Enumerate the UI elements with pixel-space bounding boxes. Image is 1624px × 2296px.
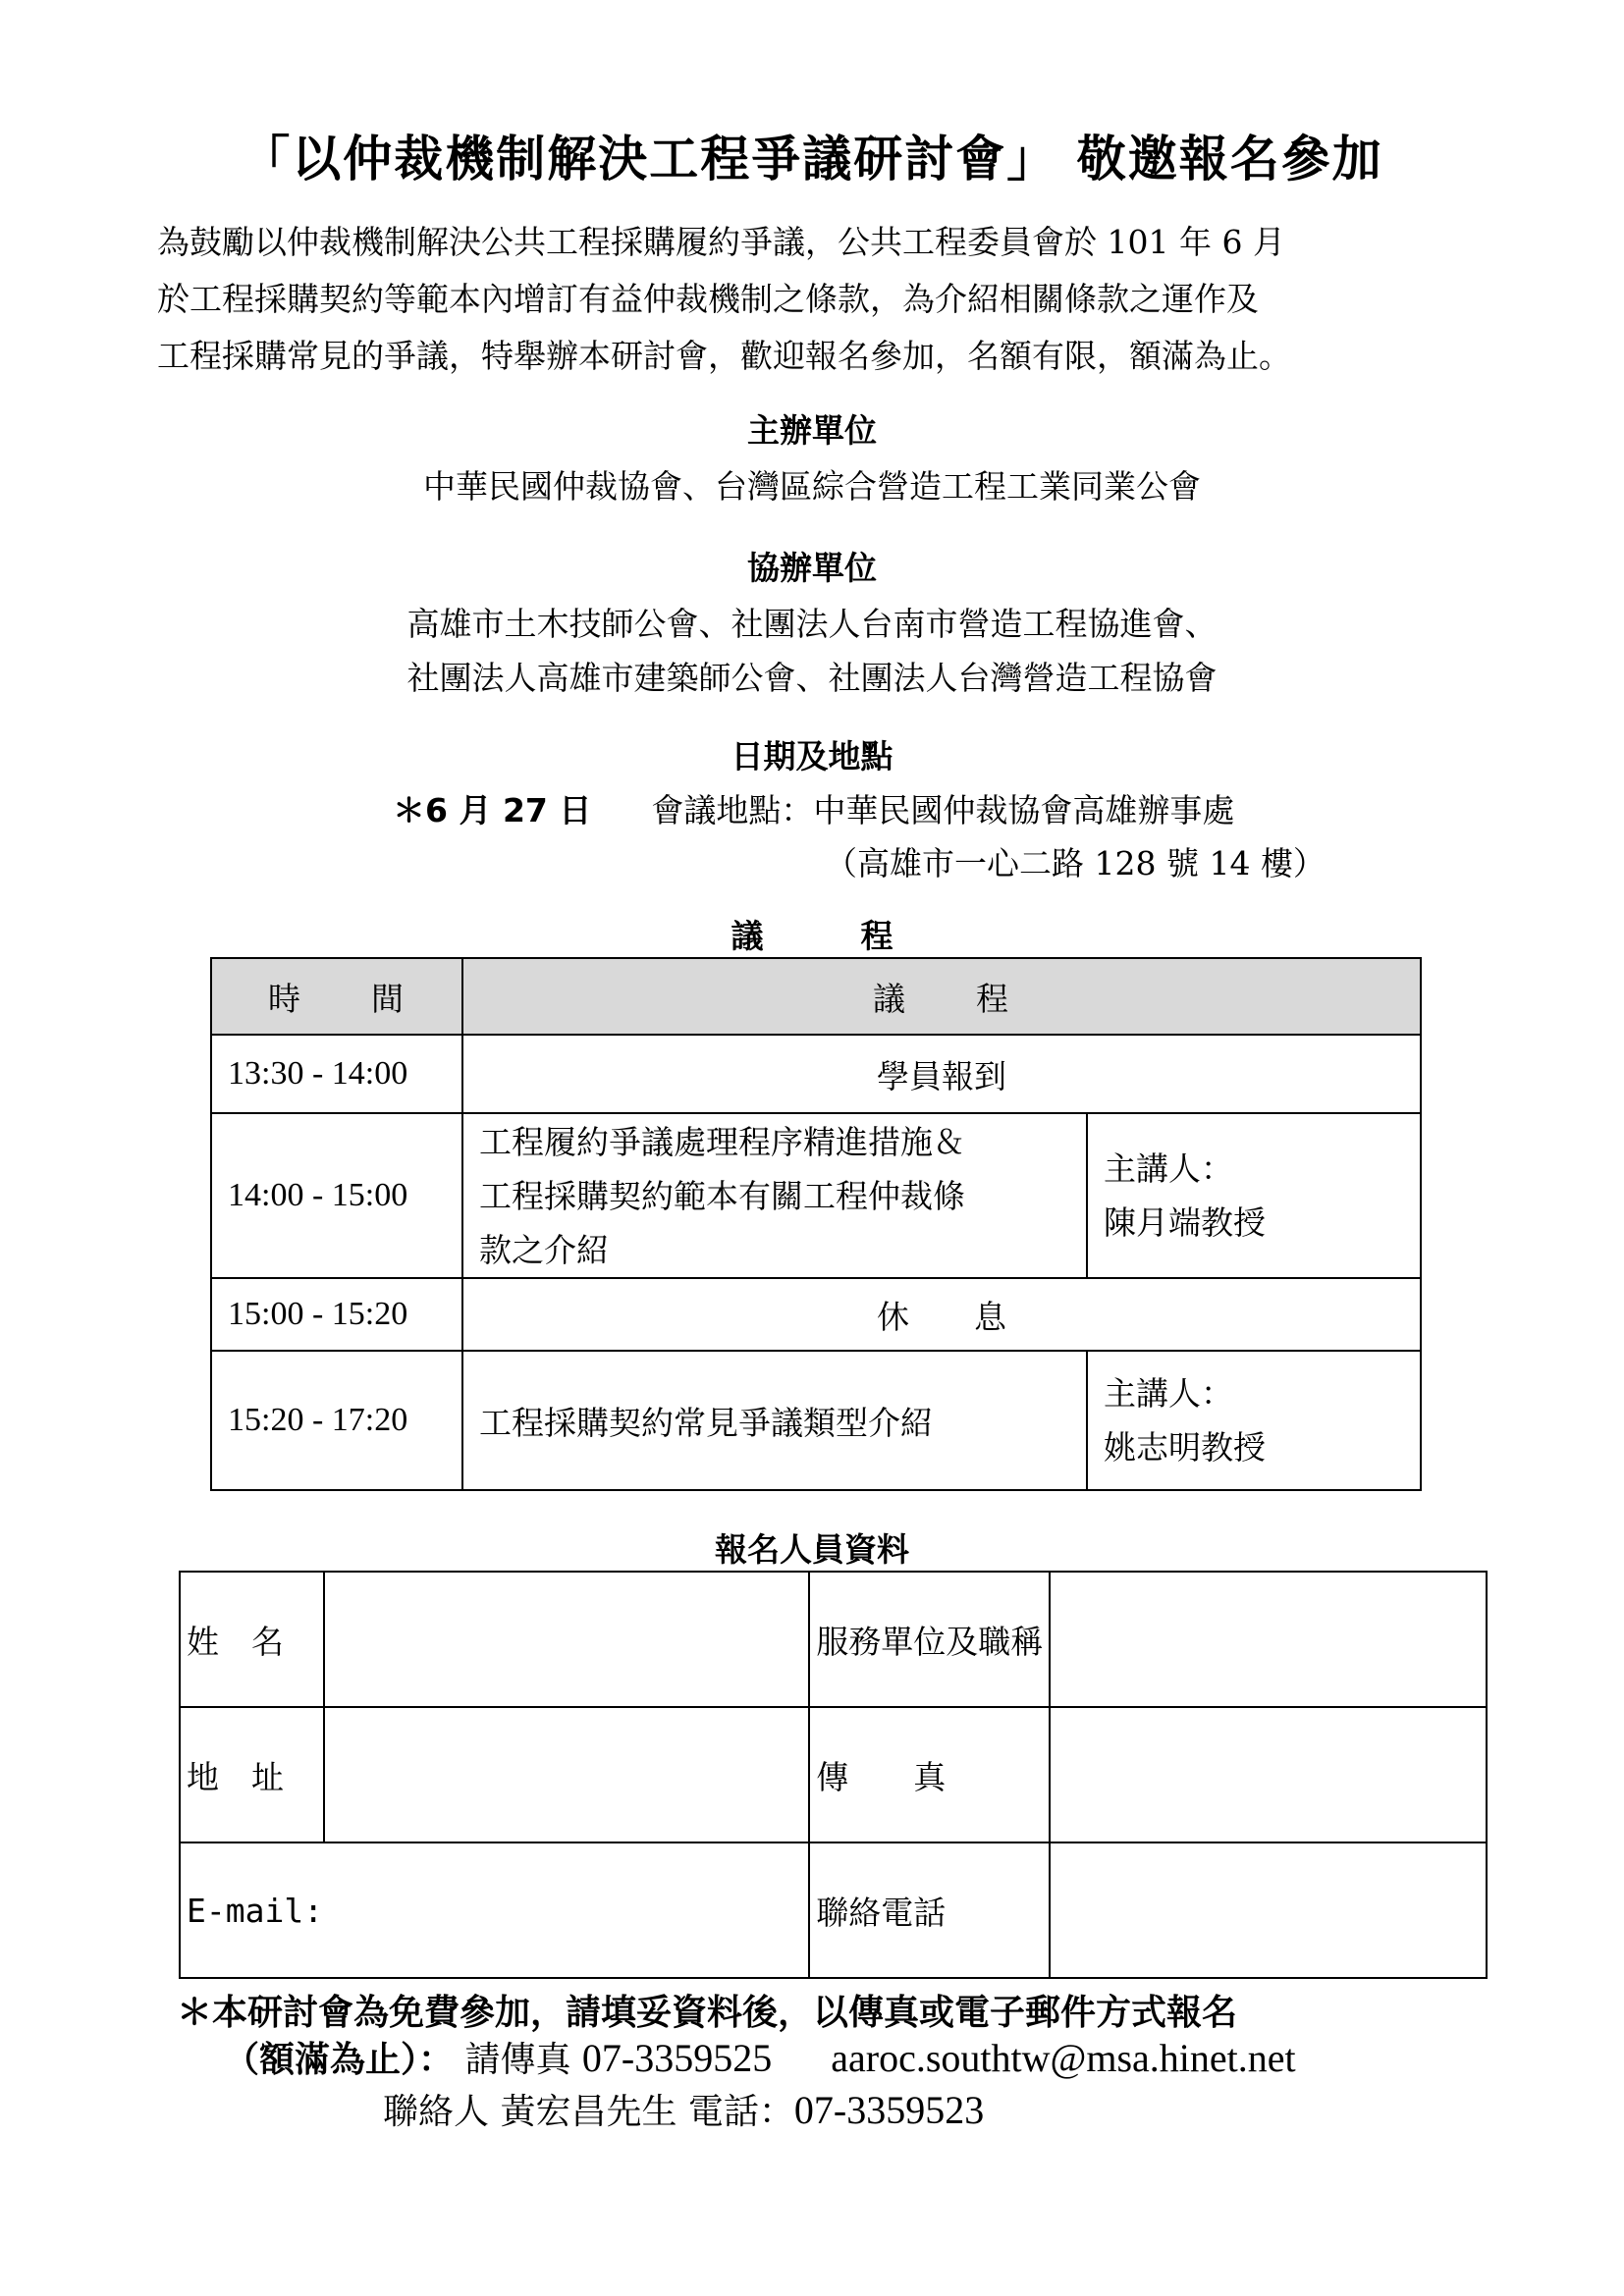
- session-topic: 休 息: [462, 1278, 1421, 1351]
- phone-field[interactable]: [1050, 1842, 1487, 1978]
- address-field[interactable]: [324, 1707, 809, 1842]
- co-organizer-line: 高雄市土木技師公會、社團法人台南市營造工程協進會、: [406, 605, 1218, 643]
- meeting-venue: 會議地點：中華民國仲裁協會高雄辦事處: [651, 791, 1235, 829]
- meeting-address: （高雄市一心二路 128 號 14 樓）: [825, 844, 1326, 882]
- registration-heading: 報名人員資料: [715, 1530, 909, 1569]
- session-topic: 學員報到: [462, 1035, 1421, 1113]
- speaker-name: 陳月端教授: [1104, 1203, 1266, 1242]
- speaker-name: 姚志明教授: [1104, 1428, 1266, 1467]
- col-agenda-header: 議 程: [462, 958, 1421, 1035]
- intro-line: 為鼓勵以仲裁機制解決公共工程採購履約爭議，公共工程委員會於 101 年 6 月: [157, 223, 1285, 261]
- agenda-table: [210, 957, 1422, 1491]
- footer-note: ＊本研討會為免費參加，請填妥資料後，以傳真或電子郵件方式報名: [177, 1993, 1238, 2033]
- table-row: [211, 1351, 1421, 1490]
- registration-table: [179, 1571, 1488, 1979]
- topic-line: 工程履約爭議處理程序精進措施＆: [479, 1122, 965, 1161]
- fax-number: 07-3359525: [581, 2036, 773, 2080]
- name-field[interactable]: [324, 1572, 809, 1707]
- date-place-heading: 日期及地點: [731, 737, 893, 775]
- intro-line: 於工程採購契約等範本內增訂有益仲裁機制之條款，為介紹相關條款之運作及: [157, 280, 1259, 318]
- agenda-heading: 議 程: [731, 917, 893, 955]
- phone-label: 聯絡電話: [809, 1842, 1050, 1978]
- organizer-heading: 主辦單位: [747, 411, 877, 450]
- fax-label: 傳 真: [809, 1707, 1050, 1842]
- col-time-header: 時 間: [211, 958, 462, 1035]
- fax-text: 請傳真: [454, 2040, 582, 2080]
- co-organizer-line: 社團法人高雄市建築師公會、社團法人台灣營造工程協會: [406, 659, 1218, 697]
- co-organizer-heading: 協辦單位: [747, 549, 877, 587]
- table-row: [180, 1842, 1487, 1978]
- table-row: [180, 1707, 1487, 1842]
- table-row: [180, 1572, 1487, 1707]
- speaker-label: 主講人：: [1104, 1374, 1233, 1413]
- meeting-date: ＊6 月 27 日: [393, 791, 592, 829]
- org-label: 服務單位及職稱: [809, 1572, 1050, 1707]
- session-time: 13:30 - 14:00: [211, 1035, 462, 1113]
- table-row: [211, 1278, 1421, 1351]
- name-label: 姓 名: [180, 1572, 324, 1707]
- session-speaker: [1087, 1113, 1421, 1278]
- topic-line: 款之介紹: [479, 1230, 609, 1269]
- address-label: 地 址: [180, 1707, 324, 1842]
- org-field[interactable]: [1050, 1572, 1487, 1707]
- contact-phone: 07-3359523: [793, 2088, 985, 2132]
- session-speaker: [1087, 1351, 1421, 1490]
- organizer-text: 中華民國仲裁協會、台灣區綜合營造工程工業同業公會: [423, 467, 1201, 506]
- topic-line: 工程採購契約範本有關工程仲裁條: [479, 1176, 965, 1215]
- session-time: 14:00 - 15:00: [211, 1113, 462, 1278]
- speaker-label: 主講人：: [1104, 1149, 1233, 1188]
- email-address[interactable]: aaroc.southtw@msa.hinet.net: [831, 2036, 1296, 2080]
- session-time: 15:20 - 17:20: [211, 1351, 462, 1490]
- footer-contact-person: [383, 2084, 984, 2134]
- date-place-line: [393, 785, 1234, 831]
- contact-text: 聯絡人 黃宏昌先生 電話：: [383, 2092, 794, 2132]
- session-time: 15:00 - 15:20: [211, 1278, 462, 1351]
- intro-paragraph: [157, 214, 1473, 385]
- full-note: （額滿為止）：: [224, 2040, 455, 2080]
- footer-contact-line: [224, 2032, 1296, 2082]
- page-title: 「以仲裁機制解決工程爭議研討會」 敬邀報名參加: [241, 131, 1383, 187]
- session-topic: 工程採購契約常見爭議類型介紹: [462, 1351, 1087, 1490]
- table-row: [211, 1035, 1421, 1113]
- agenda-header-row: [211, 958, 1421, 1035]
- table-row: [211, 1113, 1421, 1278]
- email-label: E-mail:: [180, 1842, 809, 1978]
- session-topic: [462, 1113, 1087, 1278]
- intro-line: 工程採購常見的爭議，特舉辦本研討會，歡迎報名參加，名額有限，額滿為止。: [157, 337, 1291, 375]
- fax-field[interactable]: [1050, 1707, 1487, 1842]
